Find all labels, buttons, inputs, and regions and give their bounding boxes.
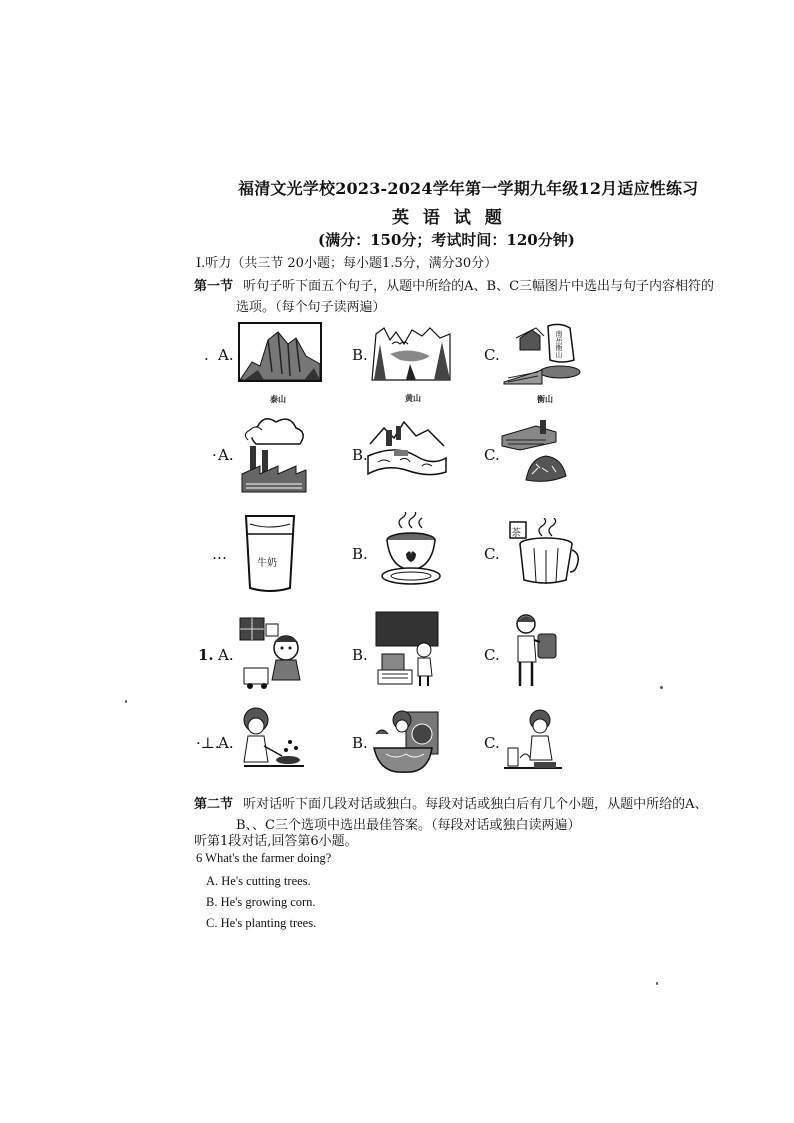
garbage-pile-picture bbox=[500, 416, 570, 482]
q4-option-c-label: C. bbox=[484, 646, 500, 664]
question5-number: ·⊥. bbox=[196, 734, 220, 752]
q2-option-b-label: B. bbox=[352, 446, 368, 464]
section1-label: 第一节 bbox=[194, 279, 234, 294]
q4-option-a-label: A. bbox=[218, 646, 234, 664]
milk-glass-picture bbox=[242, 512, 298, 594]
q5-option-c-label: C. bbox=[484, 734, 500, 752]
heng-mountain-picture bbox=[502, 320, 584, 386]
heng-mountain-caption: 衡山 bbox=[537, 394, 553, 404]
question1-number: . bbox=[204, 346, 209, 364]
scan-speck bbox=[125, 700, 127, 703]
subject-title: 英 语 试 题 bbox=[392, 208, 506, 228]
question6-option-b: B. He's growing corn. bbox=[206, 895, 316, 909]
section1-text2: 选项。（每个句子读两遍） bbox=[236, 300, 386, 315]
score-time-line: (满分：150分；考试时间：120分钟) bbox=[318, 231, 575, 249]
milk-glass-label: 牛奶 bbox=[257, 558, 277, 569]
question6-option-c: C. He's planting trees. bbox=[206, 916, 317, 930]
tea-cup-label: 茶 bbox=[511, 528, 521, 539]
question3-number: … bbox=[212, 545, 227, 563]
coffee-cup-picture bbox=[380, 512, 442, 586]
section1-text: 听句子听下面五个句子，从题中所给的A、B、C三幅图片中选出与句子内容相符的 bbox=[243, 279, 715, 294]
section2-text2: B、、C三个选项中选出最佳答案。（每段对话或独白读两遍） bbox=[236, 818, 581, 833]
school-title: 福清文光学校2023-2024学年第一学期九年级12月适应性练习 bbox=[238, 179, 699, 198]
question4-number: 1. bbox=[198, 646, 214, 664]
girl-washing-picture bbox=[370, 708, 442, 776]
girl-cleaning-picture bbox=[500, 708, 564, 774]
girl-cooking-picture bbox=[238, 706, 308, 774]
scan-speck bbox=[660, 686, 663, 689]
scan-speck bbox=[656, 982, 658, 985]
q1-option-b-label: B. bbox=[352, 346, 368, 364]
question6-option-a: A. He's cutting trees. bbox=[206, 874, 311, 888]
girl-computer-picture bbox=[374, 610, 440, 688]
q2-option-a-label: A. bbox=[218, 446, 234, 464]
section1-heading bbox=[194, 275, 714, 294]
section2-instruction: 听第1段对话,回答第6小题。 bbox=[194, 834, 358, 849]
question2-number: · bbox=[212, 446, 217, 464]
q3-option-c-label: C. bbox=[484, 545, 500, 563]
huang-mountain-picture bbox=[370, 324, 452, 382]
river-pollution-picture bbox=[366, 416, 448, 480]
huang-mountain-caption: 黄山 bbox=[405, 393, 421, 403]
tai-mountain-caption: 泰山 bbox=[270, 394, 286, 404]
boy-thinking-gift-picture bbox=[236, 614, 306, 690]
q1-option-a-label: A. bbox=[218, 346, 234, 364]
q5-option-a-label: A. bbox=[218, 734, 234, 752]
section2-label: 第二节 bbox=[194, 797, 234, 812]
tai-mountain-picture bbox=[238, 322, 322, 382]
question6-stem: 6 What's the farmer doing? bbox=[196, 851, 332, 865]
q1-option-c-label: C. bbox=[484, 346, 500, 364]
factory-smoke-picture bbox=[240, 414, 308, 494]
q3-option-b-label: B. bbox=[352, 545, 368, 563]
part1-title: Ⅰ.听力（共三节 20小题；每小题1.5分，满分30分） bbox=[196, 256, 498, 271]
section2-text: 听对话听下面几段对话或独白。每段对话或独白后有几个小题，从题中所给的A、 bbox=[243, 797, 708, 812]
q4-option-b-label: B. bbox=[352, 646, 368, 664]
q2-option-c-label: C. bbox=[484, 446, 500, 464]
section2-heading bbox=[194, 793, 708, 812]
heng-mountain-sign: 南岳衡山 bbox=[555, 330, 563, 358]
boy-backpack-picture bbox=[510, 612, 560, 690]
q5-option-b-label: B. bbox=[352, 734, 368, 752]
